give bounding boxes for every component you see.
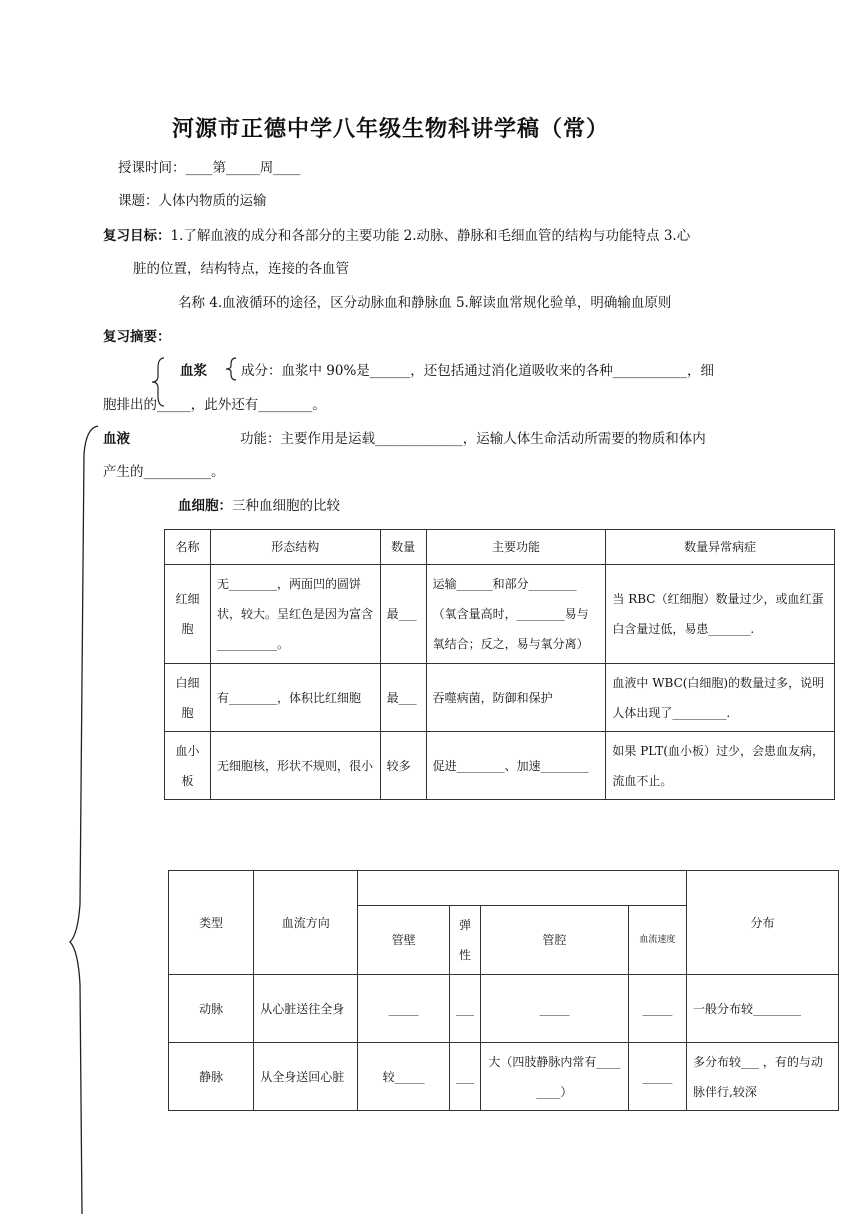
- cell-wall: 较_____: [358, 1043, 450, 1111]
- function-line-2: 产生的__________。: [103, 464, 225, 480]
- cell-lumen: _____: [481, 975, 629, 1043]
- plasma-composition-2: 胞排出的_____，此外还有________。: [103, 397, 326, 413]
- cell-shape: 有________，体积比红细胞: [210, 664, 380, 732]
- cell-type: 动脉: [169, 975, 254, 1043]
- blood-label: 血液: [103, 431, 130, 447]
- cell-disease: 当 RBC（红细胞）数量过少，或血红蛋白含量过低，易患_______.: [606, 565, 835, 664]
- header-function: 主要功能: [426, 530, 606, 565]
- table-row: [165, 732, 835, 800]
- class-time-line: 授课时间：____第_____周____: [118, 160, 301, 176]
- header-shape: 形态结构: [210, 530, 380, 565]
- cell-function: 运输______和部分________（氧含量高时，________易与氧结合；反之，易与氧分离）: [426, 565, 606, 664]
- cell-name: 血小板: [165, 732, 211, 800]
- cell-shape: 无细胞核，形状不规则，很小: [210, 732, 380, 800]
- cell-lumen: 大（四肢静脉内常有________）: [481, 1043, 629, 1111]
- header-group: [358, 871, 687, 906]
- cell-name: 白细胞: [165, 664, 211, 732]
- cell-wall: _____: [358, 975, 450, 1043]
- header-wall: 管壁: [358, 906, 450, 975]
- cell-shape: 无________，两面凹的圆饼状，较大。呈红色是因为富含__________。: [210, 565, 380, 664]
- table-row: [169, 1043, 839, 1111]
- table-row: [169, 975, 839, 1043]
- table-header-row: [165, 530, 835, 565]
- header-elastic: 弹性: [449, 906, 480, 975]
- goal-text-3: 名称 4.血液循环的途径，区分动脉血和静脉血 5.解读血常规化验单，明确输血原则: [178, 295, 672, 311]
- cell-function: 吞噬病菌，防御和保护: [426, 664, 606, 732]
- header-disease: 数量异常病症: [606, 530, 835, 565]
- topic-line: 课题：人体内物质的运输: [118, 193, 267, 209]
- blood-cells-table: [164, 529, 835, 800]
- plasma-inner-brace-icon: [224, 356, 238, 382]
- table-row: [165, 565, 835, 664]
- table-row: [165, 664, 835, 732]
- header-type: 类型: [169, 871, 254, 975]
- header-count: 数量: [380, 530, 426, 565]
- cell-elastic: ___: [449, 1043, 480, 1111]
- cell-speed: _____: [628, 1043, 686, 1111]
- cells-text: 三种血细胞的比较: [232, 498, 340, 514]
- cell-name: 红细胞: [165, 565, 211, 664]
- table-header-row: [169, 871, 839, 906]
- summary-label: 复习摘要：: [103, 329, 171, 345]
- cell-elastic: ___: [449, 975, 480, 1043]
- cells-label: 血细胞：: [178, 498, 232, 514]
- goal-label: 复习目标：: [103, 228, 171, 244]
- header-distribution: 分布: [687, 871, 839, 975]
- cell-direction: 从全身送回心脏: [254, 1043, 358, 1111]
- goal-text-1: 1.了解血液的成分和各部分的主要功能 2.动脉、静脉和毛细血管的结构与功能特点 3.心: [170, 228, 691, 244]
- function-line: 功能：主要作用是运载_____________，运输人体生命活动所需要的物质和体内: [240, 431, 706, 447]
- cell-distribution: 一般分布较________: [687, 975, 839, 1043]
- header-lumen: 管腔: [481, 906, 629, 975]
- goal-text-2: 脏的位置，结构特点，连接的各血管: [133, 261, 349, 277]
- plasma-composition: 成分：血浆中 90%是______，还包括通过消化道吸收来的各种___________，细: [241, 363, 715, 379]
- cell-function: 促进________、加速________: [426, 732, 606, 800]
- cell-distribution: 多分布较___ ，有的与动脉伴行,较深: [687, 1043, 839, 1111]
- header-direction: 血流方向: [254, 871, 358, 975]
- cell-count: 最___: [380, 664, 426, 732]
- vessels-table: [168, 870, 839, 1111]
- cell-disease: 如果 PLT(血小板）过少，会患血友病，流血不止。: [606, 732, 835, 800]
- cell-count: 最___: [380, 565, 426, 664]
- blood-main-brace-icon: [66, 424, 100, 1216]
- header-speed: 血流速度: [628, 906, 686, 975]
- cell-disease: 血液中 WBC(白细胞)的数量过多，说明人体出现了_________.: [606, 664, 835, 732]
- cell-speed: _____: [628, 975, 686, 1043]
- page-title: 河源市正德中学八年级生物科讲学稿（常）: [172, 117, 610, 142]
- cell-type: 静脉: [169, 1043, 254, 1111]
- cell-direction: 从心脏送往全身: [254, 975, 358, 1043]
- header-name: 名称: [165, 530, 211, 565]
- cell-count: 较多: [380, 732, 426, 800]
- plasma-label: 血浆: [180, 363, 207, 379]
